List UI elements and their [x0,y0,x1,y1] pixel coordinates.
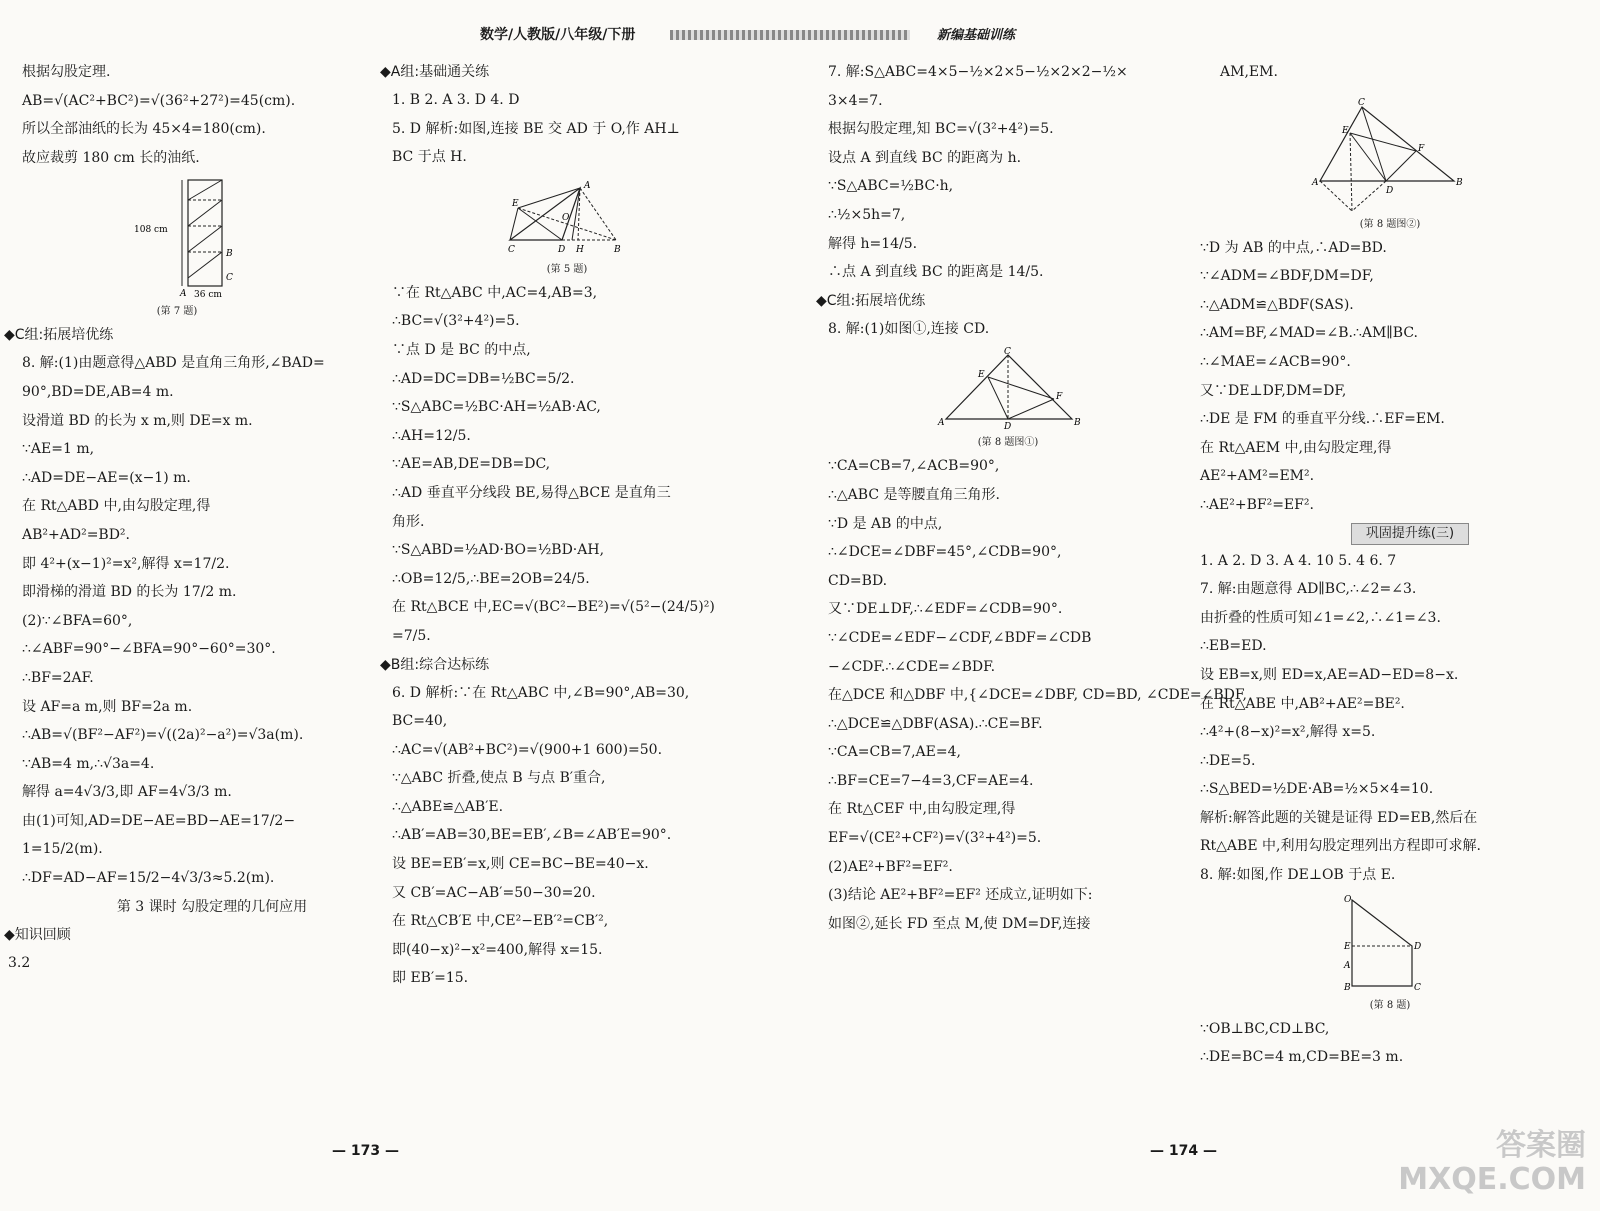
point-a-label: A [180,289,187,299]
text-line: (2)AE²+BF²=EF². [828,858,953,875]
text-line: 设点 A 到直线 BC 的距离为 h. [828,149,1022,166]
text-line: ∴OB=12/5,∴BE=2OB=24/5. [392,570,590,587]
text-line: 解得 a=4√3/3,即 AF=4√3/3 m. [22,784,232,801]
text-line: ∴△ABC 是等腰直角三角形. [828,486,1000,503]
text-line: ∵△ABC 折叠,使点 B 与点 B′重合, [392,770,606,787]
text-line: ∵OB⊥BC,CD⊥BC, [1200,1020,1330,1037]
svg-text:O: O [1344,894,1352,905]
text-line: ∴AD=DE−AE=(x−1) m. [22,469,191,486]
text-line: 由(1)可知,AD=DE−AE=BD−AE=17/2− [22,812,296,829]
text-line: ∵AB=4 m,∴√3a=4. [22,755,155,772]
svg-text:A: A [938,418,945,429]
svg-text:C: C [1414,982,1421,992]
text-line: 6. D 解析:∵在 Rt△ABC 中,∠B=90°,AB=30, [392,684,690,701]
figure-5 [392,176,762,275]
text-line: ∵点 D 是 BC 的中点, [392,341,531,358]
text-line: ∵在 Rt△ABC 中,AC=4,AB=3, [392,284,598,301]
text-line: ∵∠ADM=∠BDF,DM=DF, [1200,268,1374,285]
text-line: 在 Rt△AEM 中,由勾股定理,得 [1200,439,1392,456]
text-line: 设 BE=EB′=x,则 CE=BC−BE=40−x. [392,856,649,873]
text-line: 又 CB′=AC−AB′=50−30=20. [392,884,596,901]
text-line: ∵S△ABD=½AD·BO=½BD·AH, [392,542,605,559]
header-bar [670,30,910,40]
text-line: 90°,BD=DE,AB=4 m. [22,383,174,400]
text-line: 解得 h=14/5. [828,235,918,252]
text-line: 在 Rt△ABE 中,AB²+AE²=BE². [1200,695,1405,712]
text-line: ∴DE=5. [1200,752,1256,769]
text-line: 在△DCE 和△DBF 中,{∠DCE=∠DBF, CD=BD, ∠CDE=∠BDF, [828,687,1247,704]
svg-text:F: F [1418,143,1425,154]
text-line: 解析:解答此题的关键是证得 ED=EB,然后在 [1200,809,1478,826]
text-line: ∴AB′=AB=30,BE=EB′,∠B=∠AB′E=90°. [392,827,672,844]
text-line: ∴AC=√(AB²+BC²)=√(900+1 600)=50. [392,741,663,758]
text-line: ∴DF=AD−AF=15/2−4√3/3≈5.2(m). [22,870,275,887]
text-line: ∵D 是 AB 的中点, [828,515,943,532]
figure-caption: (第 8 题图①) [977,437,1039,449]
text-line: 设 AF=a m,则 BF=2a m. [22,698,193,715]
section-heading: ◆C组:拓展培优练 [816,292,926,309]
page-number-right: — 174 — [1150,1143,1217,1159]
text-line: ∴AB=√(BF²−AF²)=√((2a)²−a²)=√3a(m). [22,727,304,744]
svg-text:E: E [1344,941,1351,952]
text-line: 7. 解:S△ABC=4×5−½×2×5−½×2×2−½× [828,64,1128,80]
figure-caption: (第 8 题) [1369,999,1411,1011]
text-line: 7. 解:由题意得 AD∥BC,∴∠2=∠3. [1200,581,1417,598]
watermark-logo: 答案圈 MXQE.COM [1398,1128,1586,1197]
answer-line: 1. A 2. D 3. A 4. 10 5. 4 6. 7 [1200,552,1397,569]
text-line: (2)∵∠BFA=60°, [22,612,133,629]
svg-text:A: A [1312,177,1319,188]
text-line: 又∵DE⊥DF,DM=DF, [1200,382,1347,399]
column-2 [380,58,762,993]
text-line: 5. D 解析:如图,连接 BE 交 AD 于 O,作 AH⊥ [392,120,680,137]
box-title: 巩固提升练(三) [1351,523,1469,545]
text-line: ∴AD=DC=DB=½BC=5/2. [392,370,575,387]
svg-text:B: B [614,244,621,255]
svg-text:D: D [1004,422,1012,430]
text-line: 在 Rt△CB′E 中,CE²−EB′²=CB′², [392,913,609,930]
text-line: ∴BF=CE=7−4=3,CF=AE=4. [828,772,1034,789]
figure-caption: (第 8 题图②) [1359,218,1421,230]
figure-caption: (第 5 题) [546,263,588,275]
text-line: 即滑梯的滑道 BD 的长为 17/2 m. [22,584,237,601]
text-line: ∴DE=BC=4 m,CD=BE=3 m. [1200,1049,1404,1066]
svg-text:B: B [1074,418,1081,429]
text-line: CD=BD. [828,572,888,589]
text-line: 又∵DE⊥DF,∴∠EDF=∠CDB=90°. [828,601,1063,618]
svg-text:O: O [562,212,570,223]
text-line: ∴½×5h=7, [828,206,906,223]
text-line: (3)结论 AE²+BF²=EF² 还成立,证明如下: [828,887,1093,904]
svg-text:D: D [1386,185,1394,196]
text-line: 3.2 [8,955,31,972]
text-line: 在 Rt△CEF 中,由勾股定理,得 [828,801,1016,818]
text-line: ∴AH=12/5. [392,427,471,444]
svg-text:C: C [1004,347,1011,358]
column-1 [4,58,362,978]
text-line: BC=40, [392,713,448,730]
triangle-figure-8-2 [1200,91,1580,211]
text-line: 故应裁剪 180 cm 长的油纸. [22,149,200,166]
text-line: ∴DE 是 FM 的垂直平分线.∴EF=EM. [1200,411,1445,428]
text-line: AB=√(AC²+BC²)=√(36²+27²)=45(cm). [22,92,296,109]
text-line: 1=15/2(m). [22,841,103,858]
svg-text:C: C [1358,97,1365,108]
text-line: ∴AD 垂直平分线段 BE,易得△BCE 是直角三 [392,484,671,501]
text-line: 由折叠的性质可知∠1=∠2,∴∠1=∠3. [1200,609,1441,626]
text-line: ∴EB=ED. [1200,638,1267,655]
figure-8-2 [1200,91,1580,230]
text-line: ∴AM=BF,∠MAD=∠B.∴AM∥BC. [1200,325,1418,342]
text-line: ∴△ADM≌△BDF(SAS). [1200,296,1354,313]
oil-paper-figure [22,176,362,298]
section-box [1200,522,1580,545]
text-line: ∴BC=√(3²+4²)=5. [392,313,520,330]
text-line: AM,EM. [1220,64,1278,80]
text-line: ∴∠DCE=∠DBF=45°,∠CDB=90°, [828,544,1062,561]
svg-text:A: A [584,180,591,191]
text-line: ∴4²+(8−x)²=x²,解得 x=5. [1200,724,1376,741]
svg-text:E: E [978,370,985,381]
svg-text:D: D [558,244,566,255]
text-line: 所以全部油纸的长为 45×4=180(cm). [22,121,266,138]
figure-caption: (第 7 题) [156,306,198,318]
text-line: −∠CDF.∴∠CDE=∠BDF. [828,658,996,675]
text-line: 即(40−x)²−x²=400,解得 x=15. [392,941,603,958]
text-line: ∵D 为 AB 的中点,∴AD=BD. [1200,239,1387,256]
text-line: 3×4=7. [828,92,883,109]
text-line: ∵S△ABC=½BC·h, [828,178,954,195]
answer-line: 1. B 2. A 3. D 4. D [392,92,520,108]
svg-text:H: H [576,244,584,255]
point-b-label: B [226,249,233,260]
text-line: ∵S△ABC=½BC·AH=½AB·AC, [392,399,601,416]
page-number-left: — 173 — [332,1143,399,1159]
text-line: 角形. [392,513,425,530]
figure-7 [22,176,362,317]
svg-text:D: D [1414,941,1422,952]
svg-text:E: E [1342,125,1349,136]
triangle-figure-8-1 [828,347,1188,429]
text-line: EF=√(CE²+CF²)=√(3²+4²)=5. [828,830,1042,847]
trapezoid-figure-8 [1200,894,1580,992]
text-line: AE²+AM²=EM². [1200,468,1315,485]
bottom-length-label: 36 cm [194,290,222,299]
text-line: 即 EB′=15. [392,970,469,987]
text-line: ∴△ABE≌△AB′E. [392,798,504,815]
text-line: 在 Rt△ABD 中,由勾股定理,得 [22,498,211,515]
text-line: 8. 解:如图,作 DE⊥OB 于点 E. [1200,867,1396,884]
svg-text:B: B [1456,177,1463,188]
section-heading: ◆B组:综合达标练 [380,656,490,673]
text-line: ∴S△BED=½DE·AB=½×5×4=10. [1200,781,1434,798]
text-line: ∵∠CDE=∠EDF−∠CDF,∠BDF=∠CDB [828,629,1092,646]
point-c-label: C [226,273,233,284]
text-line: ∴点 A 到直线 BC 的距离是 14/5. [828,264,1044,281]
svg-text:C: C [508,244,515,255]
section-heading: ◆A组:基础通关练 [380,64,490,80]
text-line: ∴BF=2AF. [22,669,94,686]
text-line: 8. 解:(1)如图①,连接 CD. [828,320,990,337]
triangle-figure-5 [392,176,762,256]
svg-text:B: B [1344,982,1351,992]
subject-label: 数学/人教版/八年级/下册 [480,27,636,43]
text-line: 根据勾股定理. [22,64,111,80]
figure-8-1 [828,347,1188,448]
text-line: 根据勾股定理,知 BC=√(3²+4²)=5. [828,121,1054,138]
side-length-label: 108 cm [134,225,168,236]
text-line: Rt△ABE 中,利用勾股定理列出方程即可求解. [1200,838,1481,855]
text-line: BC 于点 H. [392,149,467,166]
svg-text:A: A [1344,960,1351,971]
text-line: 即 4²+(x−1)²=x²,解得 x=17/2. [22,555,230,572]
page-header [470,22,1030,48]
section-heading: ◆C组:拓展培优练 [4,327,114,344]
text-line: 设 EB=x,则 ED=x,AE=AD−ED=8−x. [1200,666,1459,683]
column-4 [1200,58,1580,1072]
text-line: ∴∠MAE=∠ACB=90°. [1200,353,1351,370]
svg-text:E: E [512,198,519,209]
figure-8-b [1200,894,1580,1011]
svg-text:F: F [1056,392,1063,403]
text-line: 8. 解:(1)由题意得△ABD 是直角三角形,∠BAD= [22,355,325,372]
text-line: ∴AE²+BF²=EF². [1200,496,1314,513]
text-line: 如图②,延长 FD 至点 M,使 DM=DF,连接 [828,915,1091,932]
text-line: 在 Rt△BCE 中,EC=√(BC²−BE²)=√(5²−(24/5)²) [392,599,715,616]
text-line: ∴△DCE≌△DBF(ASA).∴CE=BF. [828,715,1043,732]
text-line: AB²+AD²=BD². [22,526,130,543]
text-line: ∴∠ABF=90°−∠BFA=90°−60°=30°. [22,641,276,658]
text-line: ∵AE=1 m, [22,441,95,458]
section-heading: ◆知识回顾 [4,927,71,944]
brand-label: 新编基础训练 [936,28,1015,43]
text-line: ∵CA=CB=7,∠ACB=90°, [828,458,1000,475]
text-line: 设滑道 BD 的长为 x m,则 DE=x m. [22,412,253,429]
text-line: ∵AE=AB,DE=DB=DC, [392,456,551,473]
text-line: ∵CA=CB=7,AE=4, [828,744,961,761]
lesson-title: 第 3 课时 勾股定理的几何应用 [116,898,308,915]
text-line: =7/5. [392,627,431,644]
